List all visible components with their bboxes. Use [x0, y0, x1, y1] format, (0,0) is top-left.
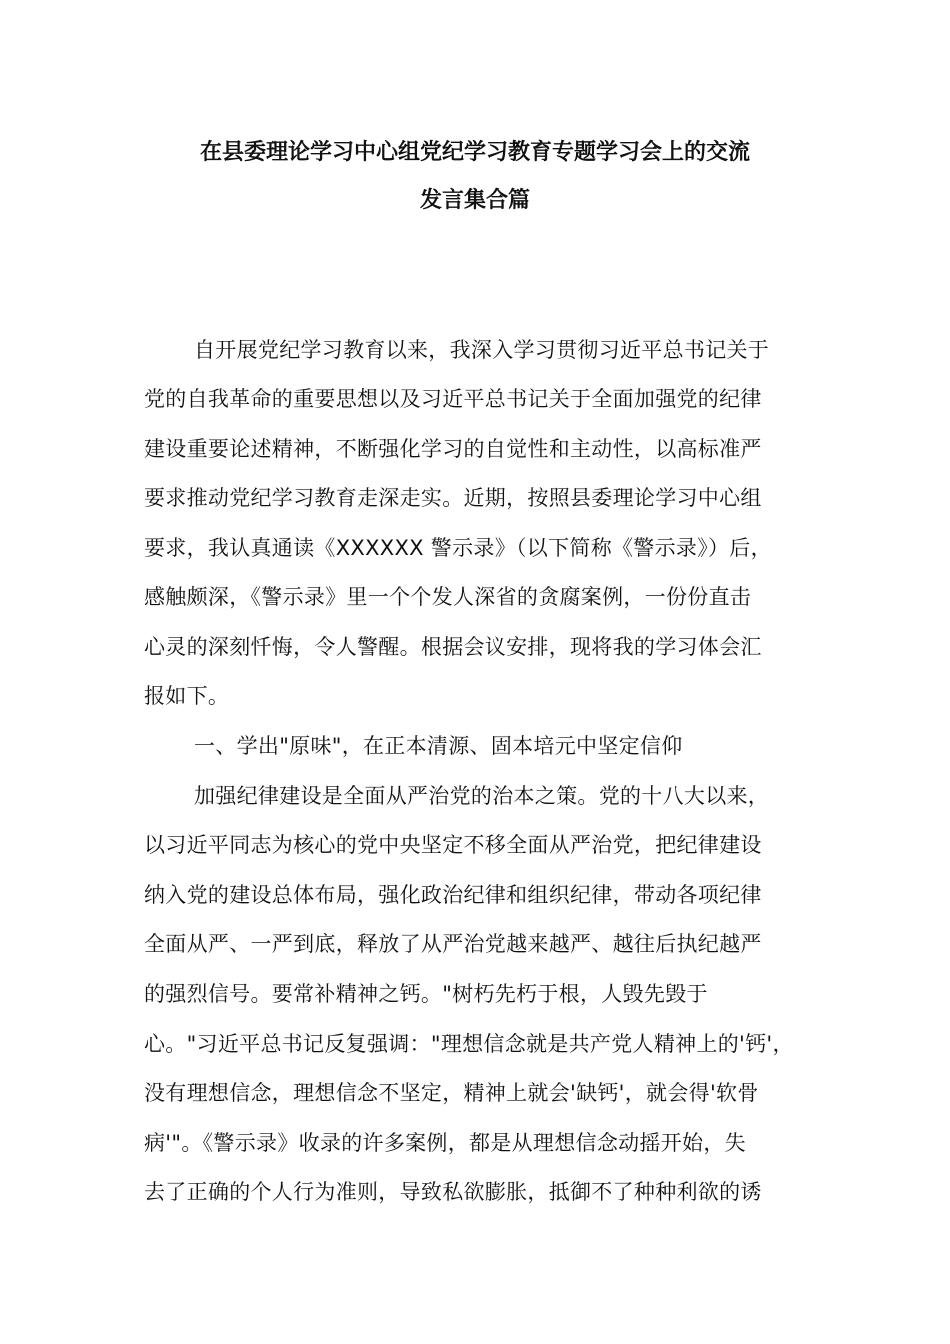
paragraph-line: 没有理想信念，理想信念不坚定，精神上就会'缺钙'，就会得'软骨 [144, 1081, 759, 1105]
paragraph-line: 全面从严、一严到底，释放了从严治党越来越严、越往后执纪越严 [144, 932, 762, 956]
paragraph-line: 要求推动党纪学习教育走深走实。近期，按照县委理论学习中心组 [144, 486, 762, 510]
paragraph-line: 去了正确的个人行为准则，导致私欲膨胀，抵御不了种种利欲的诱 [144, 1180, 762, 1204]
paragraph-line: 自开展党纪学习教育以来，我深入学习贯彻习近平总书记关于 [194, 338, 770, 362]
document-title-line-1: 在县委理论学习中心组党纪学习教育专题学习会上的交流 [199, 140, 750, 165]
paragraph-line: 党的自我革命的重要思想以及习近平总书记关于全面加强党的纪律 [144, 387, 762, 411]
paragraph-line: 的强烈信号。要常补精神之钙。"树朽先朽于根，人毁先毁于 [144, 982, 708, 1006]
paragraph-line: 要求，我认真通读《XXXXXX 警示录》（以下简称《警示录》）后， [144, 536, 772, 560]
paragraph-line: 心。"习近平总书记反复强调："理想信念就是共产党人精神上的'钙'， [144, 1032, 794, 1056]
paragraph-line: 感触颇深，《警示录》里一个个发人深省的贪腐案例，一份份直击 [144, 585, 752, 609]
paragraph-line: 报如下。 [144, 684, 230, 708]
paragraph-line: 病'"。《警示录》收录的许多案例，都是从理想信念动摇开始，失 [144, 1131, 746, 1155]
paragraph-line: 心灵的深刻忏悔，令人警醒。根据会议安排，现将我的学习体会汇 [144, 635, 762, 659]
section-heading: 一、学出"原味"，在正本清源、固本培元中坚定信仰 [194, 734, 683, 758]
paragraph-line: 建设重要论述精神，不断强化学习的自觉性和主动性，以高标准严 [144, 437, 762, 461]
paragraph-line: 以习近平同志为核心的党中央坚定不移全面从严治党，把纪律建设 [144, 833, 762, 857]
paragraph-line: 加强纪律建设是全面从严治党的治本之策。党的十八大以来， [194, 784, 770, 808]
document-title-line-2: 发言集合篇 [419, 188, 530, 213]
paragraph-line: 纳入党的建设总体布局，强化政治纪律和组织纪律，带动各项纪律 [144, 883, 762, 907]
